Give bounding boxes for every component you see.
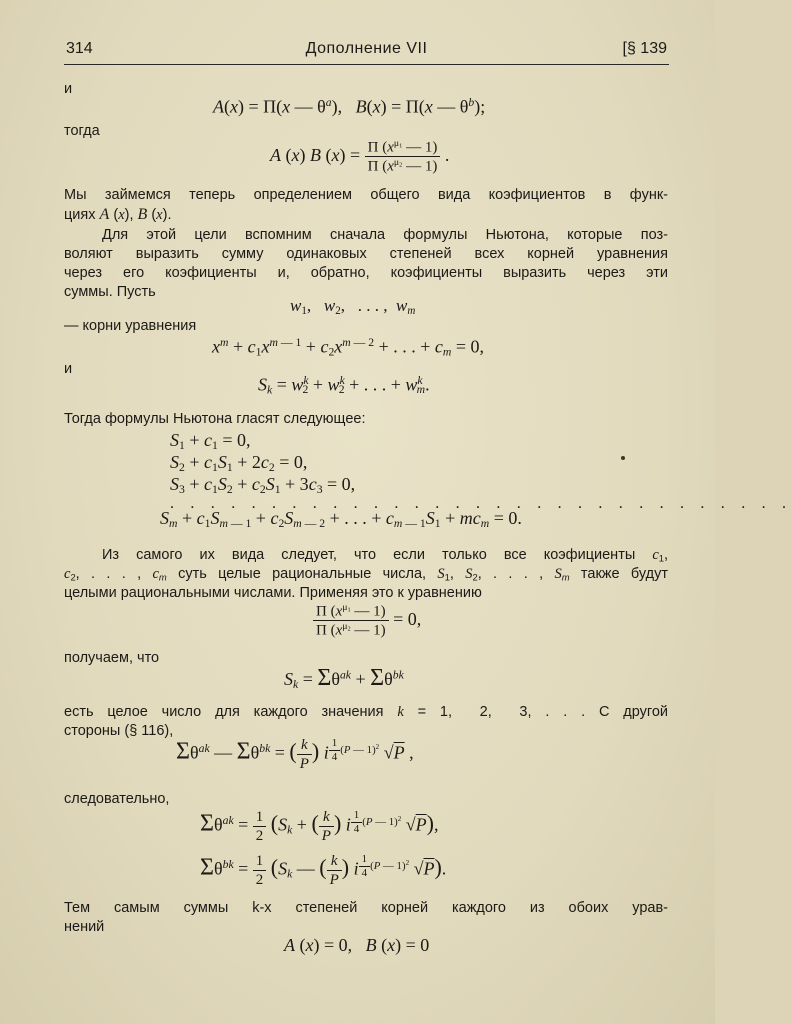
formula-sum-theta-bk: $\Sigma\theta^{bk}$ = $\frac{1}{2}$ ($S_k$ — ( $\frac{k}{P}$ ) i $^{\frac{1}{4} (P — 1)^2}$ √P). <box>200 852 447 888</box>
word-sledovatelno: следовательно, <box>64 791 170 807</box>
formula-A-B-definition: A(x) = Π(x — $\theta^a$), B(x) = Π(x — $\theta^b$); <box>213 96 486 117</box>
chapter-title: Дополнение VII <box>305 40 428 57</box>
formula-equation-quotient: $\frac{\Pi (x^{\mu_1} — 1)}{\Pi (x^{\mu_2} — 1)}$ = 0, <box>313 602 421 640</box>
formula-power-sum: $S_k = w^k_2 + w^k_2$ + . . . + $w^k_m$. <box>258 374 430 397</box>
running-header <box>64 38 669 65</box>
formula-Sk-sum: $S_k = \Sigma\theta^{ak} + \Sigma\theta^{bk}$ <box>284 665 404 691</box>
paragraph-2-line-2: воляют выразить сумму одинаковых степеней всех корней уравнения <box>64 246 668 262</box>
paragraph-4-line-1: есть целое число для каждого значения k = 1, 2, 3, . . . С другой <box>64 704 669 720</box>
formula-A-B-zero: A (x) = 0, B (x) = 0 <box>284 935 430 955</box>
newton-identity-1: $S_1 + c_1 = 0$, <box>170 430 251 452</box>
ellipsis-row: . . . . . . . . . . . . . . . . . . . . . . . . . . . . . . . <box>170 495 792 512</box>
word-i-2: и <box>64 361 73 377</box>
print-speck <box>621 456 625 460</box>
page-number: 314 <box>66 40 93 57</box>
formula-sum-difference: $\Sigma\theta^{ak}$ — $\Sigma\theta^{bk}$ = ( $\frac{k}{P}$ ) i $^{\frac{1}{4} (P — 1)^2}$ √P , <box>176 736 414 772</box>
word-i: и <box>64 81 73 97</box>
formula-roots-list: $w_1$, $w_2$, . . . , $w_m$ <box>290 296 416 317</box>
newton-identity-3: $S_3 + c_1S_2 + c_2S_1 + 3c_3 = 0$, <box>170 474 356 496</box>
section-number: [§ 139 <box>622 40 667 57</box>
paragraph-5-line-2: нений <box>64 919 105 935</box>
roots-label: — корни уравнения <box>64 318 197 334</box>
paragraph-1-line-1: Мы займемся теперь определением общего вида коэфициентов в функ- <box>64 187 668 203</box>
newton-intro: Тогда формулы Ньютона гласят следующее: <box>64 411 366 427</box>
word-poluchaem: получаем, что <box>64 650 160 666</box>
formula-polynomial-equation: $x^m + c_1x^{m — 1} + c_2x^{m — 2}$ + . . . + $c_m = 0$, <box>212 336 485 359</box>
paragraph-5-line-1: Тем самым суммы k-х степеней корней каждого из обоих урав- <box>64 900 668 916</box>
paragraph-1-line-2: циях A (x), B (x). <box>64 206 172 223</box>
paragraph-4-line-2: стороны (§ 116), <box>64 723 174 739</box>
newton-identity-m: $S_m + c_1S_{m — 1} + c_2S_{m — 2}$ + . . . + $c_{m — 1}S_1 + mc_m = 0$. <box>160 508 522 530</box>
paragraph-3-line-3: целыми рациональными числами. Применяя это к уравнению <box>64 585 482 601</box>
newton-identity-2: $S_2 + c_1S_1 + 2c_2 = 0$, <box>170 452 308 474</box>
paragraph-3-line-1: Из самого их вида следует, что если только все коэфициенты $c_1$, <box>102 547 669 564</box>
formula-sum-theta-ak: $\Sigma\theta^{ak}$ = $\frac{1}{2}$ ($S_k$ + ( $\frac{k}{P}$ ) i $^{\frac{1}{4} (P — 1)^2}$ √P), <box>200 808 439 844</box>
paragraph-2-line-3: через его коэфициенты и, обратно, коэфициенты выразить через эти <box>64 265 668 281</box>
paragraph-2-line-1: Для этой цели вспомним сначала формулы Ньютона, которые поз- <box>102 227 668 243</box>
paragraph-2-line-4: суммы. Пусть <box>64 284 156 300</box>
word-togda: тогда <box>64 123 100 139</box>
formula-A-times-B: A (x) B (x) = $\frac{\Pi (x^{\mu_1} — 1)}{\Pi (x^{\mu_2} — 1)}$ . <box>270 138 450 175</box>
paragraph-3-line-2: $c_2$, . . . , $c_m$ суть целые рациональные числа, $S_1$, $S_2$, . . . , $S_m$ также будут <box>64 566 668 583</box>
